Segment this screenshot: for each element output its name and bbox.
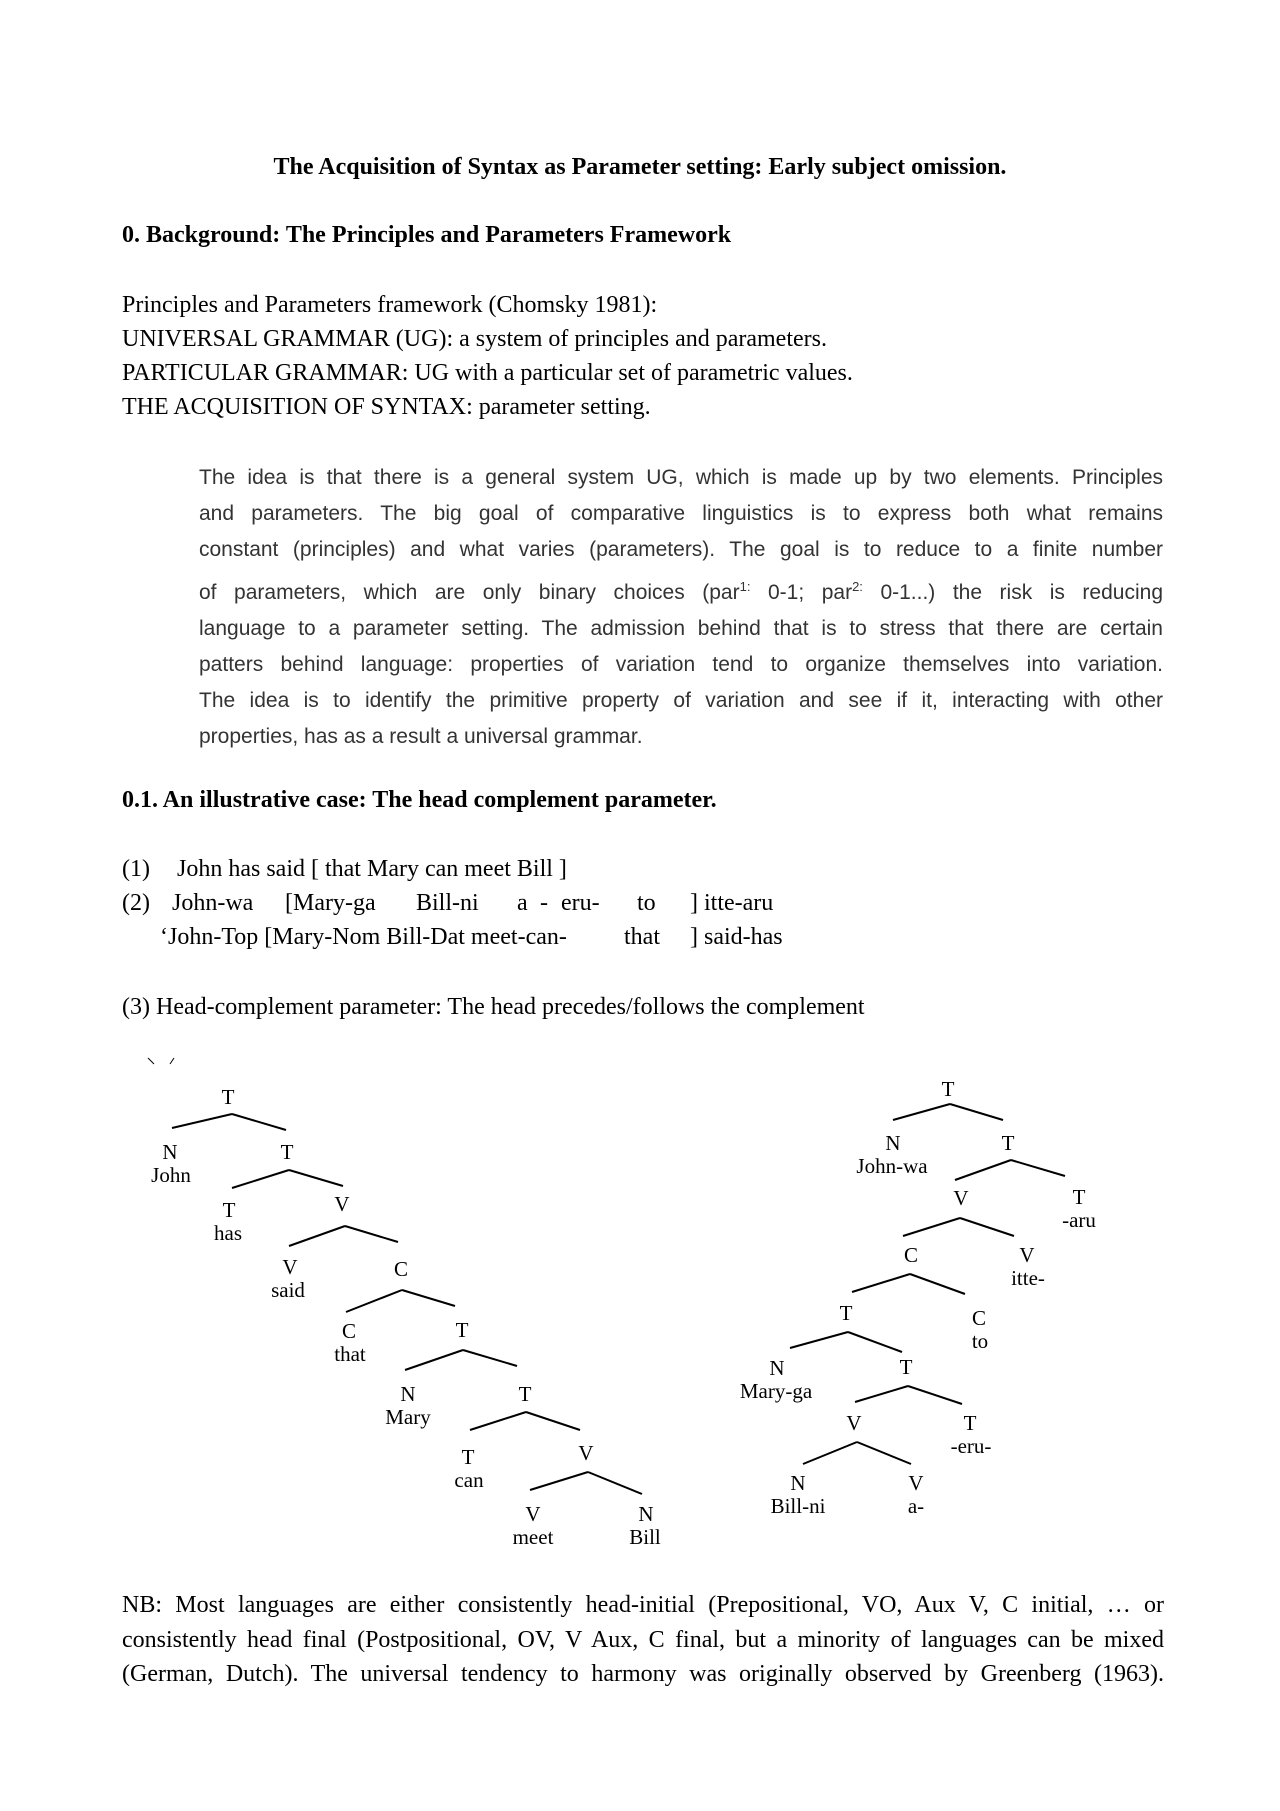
tree-node-label: T [1072, 1185, 1086, 1209]
gloss-word: to [637, 890, 656, 916]
gloss-word: Bill-ni [416, 890, 479, 916]
tree-node-label: N [790, 1471, 806, 1495]
tree-leaf-word: that [334, 1342, 366, 1366]
tree-branch [289, 1226, 345, 1246]
tree-leaf-word: Bill [629, 1525, 661, 1549]
tree-node-label: C [903, 1243, 919, 1267]
tree-branch [908, 1386, 962, 1404]
english-tree [151, 1085, 661, 1549]
tree-node-label: V [525, 1502, 541, 1526]
commentary-fragment: of parameters, which are only binary choices (par [199, 580, 740, 604]
gloss-word: ] said-has [690, 924, 783, 950]
page-title: The Acquisition of Syntax as Parameter setting: Early subject omission. [273, 154, 1007, 180]
commentary-line: constant (principles) and what varies (parameters). The goal is to reduce to a finite number [199, 538, 1163, 562]
tree-branch [470, 1412, 526, 1430]
tree-branch [172, 1114, 232, 1128]
superscript: 2: [852, 578, 863, 594]
tree-branch [402, 1290, 455, 1306]
tree-node-label: N [162, 1140, 178, 1164]
tree-branch [852, 1274, 910, 1292]
tree-node-label: C [341, 1319, 357, 1343]
gloss-word: eru- [561, 890, 600, 916]
nb-line: NB: Most languages are either consistently head-initial (Prepositional, VO, Aux V, C initial, … or [122, 1592, 1164, 1618]
tree-branch [232, 1170, 289, 1188]
tree-branch [910, 1274, 965, 1294]
tree-node-label: T [518, 1382, 532, 1406]
syntax-trees-figure [0, 1040, 1280, 1560]
tree-branch [857, 1442, 911, 1464]
tree-branch [346, 1290, 402, 1312]
gloss-word: [Mary-ga [285, 890, 376, 916]
commentary-line: language to a parameter setting. The admission behind that is to stress that there are certain [199, 616, 1163, 640]
tree-leaf-word: meet [512, 1525, 554, 1549]
tree-leaf-word: said [271, 1278, 305, 1302]
japanese-tree [740, 1077, 1097, 1518]
tree-leaf-word: can [454, 1468, 484, 1492]
tree-leaf-word: John-wa [856, 1154, 928, 1178]
tree-branch [903, 1218, 960, 1236]
tree-branch [232, 1114, 286, 1130]
superscript: 1: [739, 578, 751, 594]
tree-node-label: T [221, 1085, 235, 1109]
stray-mark [148, 1058, 154, 1064]
tree-node-label: T [455, 1318, 469, 1342]
gloss-line: ‘John-Top [Mary-Nom Bill-Dat meet-can- [160, 924, 567, 950]
tree-leaf-word: -eru- [950, 1434, 992, 1458]
tree-leaf-word: Mary [385, 1405, 431, 1429]
tree-branch [960, 1218, 1014, 1236]
tree-branch [405, 1350, 463, 1370]
tree-leaf-word: itte- [1011, 1266, 1045, 1290]
gloss-word: - [540, 890, 548, 916]
tree-leaf-word: -aru [1062, 1208, 1096, 1232]
definition-line: Principles and Parameters framework (Chomsky 1981): [122, 292, 658, 318]
tree-node-label: T [222, 1198, 236, 1222]
tree-branch [1011, 1160, 1065, 1176]
tree-leaf-word: has [214, 1221, 242, 1245]
gloss-word: a [517, 890, 528, 916]
tree-node-label: T [839, 1301, 853, 1325]
tree-node-label: T [461, 1445, 475, 1469]
example-sentence: (3) Head-complement parameter: The head precedes/follows the complement [122, 994, 865, 1020]
tree-branch [950, 1104, 1003, 1120]
nb-line: (German, Dutch). The universal tendency to harmony was originally observed by Greenberg (1963). [122, 1661, 1164, 1687]
tree-node-label: V [1019, 1243, 1035, 1267]
tree-branch [526, 1412, 580, 1430]
tree-leaf-word: Mary-ga [739, 1379, 813, 1403]
tree-branch [530, 1472, 588, 1490]
definition-line: PARTICULAR GRAMMAR: UG with a particular set of parametric values. [122, 360, 853, 386]
nb-line: consistently head final (Postpositional, OV, V Aux, C final, but a minority of languages can be mixed [122, 1626, 1164, 1653]
tree-branch [855, 1386, 908, 1402]
tree-node-label: T [963, 1411, 977, 1435]
tree-node-label: C [393, 1257, 409, 1281]
tree-branch [803, 1442, 857, 1464]
commentary-fragment: 0-1; par [750, 580, 853, 604]
commentary-fragment: 0-1...) the risk is reducing [862, 580, 1163, 604]
tree-branch [790, 1332, 848, 1348]
commentary-line: and parameters. The big goal of comparative linguistics is to express both what remains [199, 502, 1163, 526]
commentary-line: The idea is to identify the primitive property of variation and see if it, interacting with other [199, 689, 1163, 713]
tree-node-label: N [885, 1131, 901, 1155]
background-heading: 0. Background: The Principles and Parameters Framework [122, 222, 732, 248]
tree-node-label: T [280, 1140, 294, 1164]
nb-paragraph [122, 1588, 1164, 1692]
tree-branch [848, 1332, 902, 1352]
tree-node-label: V [282, 1255, 298, 1279]
example-number: (2) [122, 890, 150, 916]
tree-node-label: N [400, 1382, 416, 1406]
tree-leaf-word: Bill-ni [770, 1494, 826, 1518]
tree-node-label: N [638, 1502, 654, 1526]
tree-node-label: N [769, 1356, 785, 1380]
gloss-word: that [624, 924, 660, 950]
commentary-line: The idea is that there is a general system UG, which is made up by two elements. Principles [199, 466, 1163, 489]
commentary-line: patters behind language: properties of variation tend to organize themselves into variation. [199, 653, 1163, 677]
tree-branch [463, 1350, 517, 1366]
tree-leaf-word: to [971, 1329, 989, 1353]
tree-leaf-word: a- [907, 1494, 925, 1518]
commentary-paragraph [199, 460, 1163, 756]
tree-leaf-word: John [151, 1163, 191, 1187]
tree-node-label: C [971, 1306, 987, 1330]
tree-branch [588, 1472, 642, 1494]
stray-mark [170, 1058, 174, 1064]
example-sentence: John has said [ that Mary can meet Bill ] [177, 856, 567, 882]
tree-branch [955, 1160, 1011, 1180]
tree-node-label: V [578, 1441, 594, 1465]
tree-node-label: V [908, 1471, 924, 1495]
tree-node-label: T [1001, 1131, 1015, 1155]
tree-branch [893, 1104, 950, 1120]
tree-node-label: T [941, 1077, 955, 1101]
commentary-line: properties, has as a result a universal grammar. [199, 725, 643, 749]
tree-node-label: V [334, 1192, 350, 1216]
definition-line: UNIVERSAL GRAMMAR (UG): a system of principles and parameters. [122, 326, 827, 352]
gloss-word: ] itte-aru [690, 890, 774, 916]
example-number: (1) [122, 856, 150, 882]
commentary-line [199, 569, 1163, 611]
section-heading: 0.1. An illustrative case: The head complement parameter. [122, 787, 717, 813]
tree-node-label: V [953, 1186, 969, 1210]
tree-node-label: T [899, 1355, 913, 1379]
tree-branch [289, 1170, 343, 1186]
tree-branch [345, 1226, 398, 1242]
tree-node-label: V [846, 1411, 862, 1435]
gloss-word: John-wa [172, 890, 254, 916]
definition-line: THE ACQUISITION OF SYNTAX: parameter setting. [122, 394, 651, 420]
